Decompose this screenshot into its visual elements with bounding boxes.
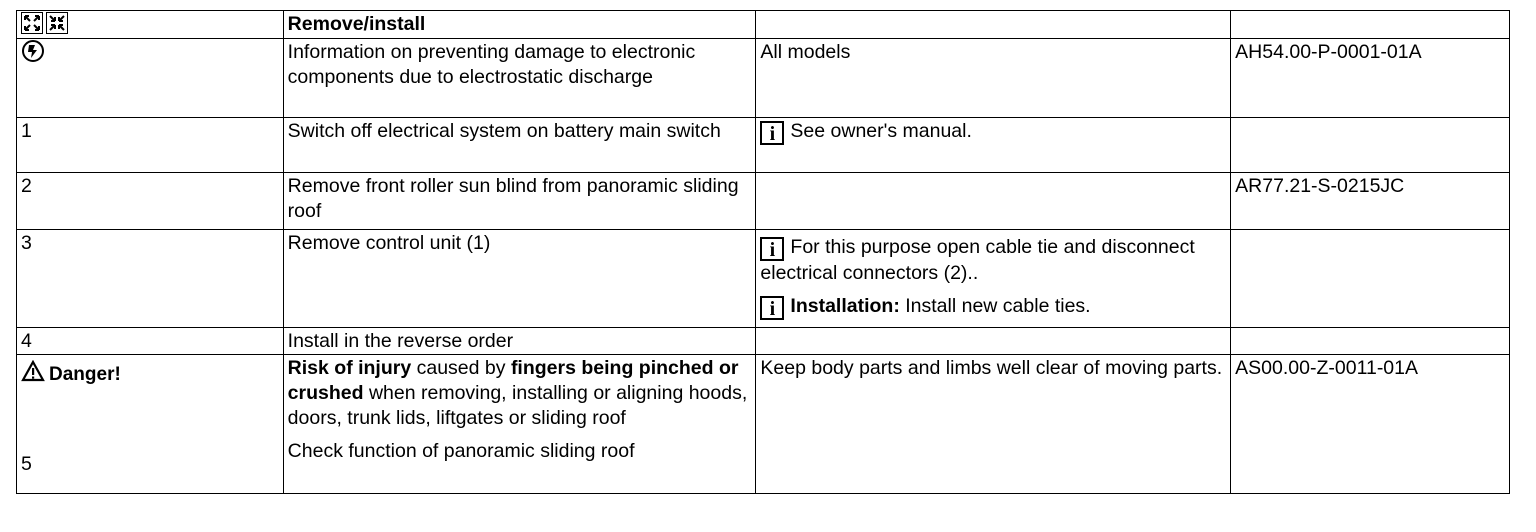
step-number: 1 — [17, 118, 284, 173]
info-icon: i — [760, 296, 784, 320]
step-description: Remove front roller sun blind from panoramic sliding roof — [283, 173, 756, 230]
step-description: Switch off electrical system on battery main switch — [283, 118, 756, 173]
table-row — [17, 39, 1510, 118]
step-note: See owner's manual. — [790, 120, 972, 142]
table-row — [17, 328, 1510, 355]
danger-emphasis: Risk of injury — [287, 357, 412, 379]
danger-label: Danger! — [49, 364, 121, 385]
reference-link[interactable]: AS00.00-Z-0011-01A — [1231, 355, 1510, 494]
reference-link[interactable]: AR77.21-S-0215JC — [1231, 173, 1510, 230]
table-row — [17, 355, 1510, 494]
procedure-table — [16, 10, 1510, 494]
step-note-cell — [756, 230, 1231, 328]
table-row — [17, 230, 1510, 328]
step-number: 2 — [17, 173, 284, 230]
table-row — [17, 118, 1510, 173]
reference-cell — [1231, 230, 1510, 328]
danger-description — [288, 356, 752, 431]
table-row — [17, 173, 1510, 230]
danger-emphasis: fingers being pinched or crushed — [287, 357, 739, 404]
danger-description-cell — [283, 355, 756, 494]
header-icons-cell — [17, 11, 284, 39]
installation-label: Installation: — [790, 295, 900, 317]
esd-warning-icon — [21, 39, 45, 63]
step-note-cell — [756, 328, 1231, 355]
install-icon — [46, 12, 68, 34]
reference-cell — [1231, 118, 1510, 173]
step-description: Information on preventing damage to electronic components due to electrostatic discharge — [283, 39, 756, 118]
danger-text: caused by — [411, 357, 511, 379]
step-note: Keep body parts and limbs well clear of moving parts. — [756, 355, 1231, 494]
step-description: Remove control unit (1) — [283, 230, 756, 328]
header-empty-cell — [756, 11, 1231, 39]
esd-icon-cell — [17, 39, 284, 118]
info-icon: i — [760, 237, 784, 261]
header-empty-cell — [1231, 11, 1510, 39]
step-number: 5 — [21, 453, 32, 475]
reference-cell — [1231, 328, 1510, 355]
step-note: For this purpose open cable tie and disconnect electrical connectors (2).. — [760, 236, 1195, 284]
step-description: Install in the reverse order — [283, 328, 756, 355]
step-description: Check function of panoramic sliding roof — [287, 440, 635, 462]
step-note — [756, 173, 1231, 230]
step-note: All models — [756, 39, 1231, 118]
info-icon: i — [760, 121, 784, 145]
reference-link[interactable]: AH54.00-P-0001-01A — [1231, 39, 1510, 118]
step-note-cell — [756, 118, 1231, 173]
step-number: 4 — [17, 328, 284, 355]
header-title: Remove/install — [283, 11, 756, 39]
step-note: Install new cable ties. — [905, 295, 1091, 317]
warning-triangle-icon — [21, 360, 45, 389]
step-number: 3 — [17, 230, 284, 328]
remove-icon — [21, 12, 43, 34]
danger-cell — [17, 355, 284, 494]
danger-text: when removing, installing or aligning hoods, doors, trunk lids, liftgates or sliding roof — [287, 382, 748, 429]
header-row — [17, 11, 1510, 39]
